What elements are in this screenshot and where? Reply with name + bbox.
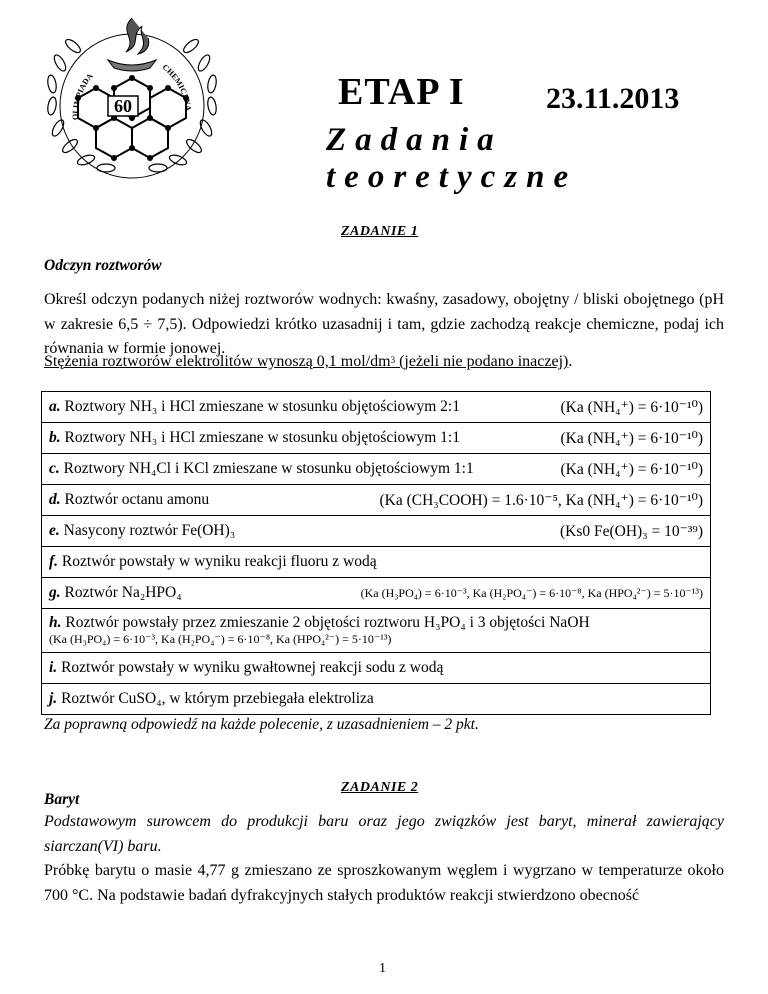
- table-row: h. Roztwór powstały przez zmieszanie 2 objętości roztworu H₃PO₄ i 3 objętości NaOH (Ka (H₃PO₄) = 6·10⁻³, Ka (H₂PO₄⁻) = 6·10⁻⁸, Ka (HPO₄²⁻) = 5·10⁻¹³): [42, 609, 711, 653]
- logo-number: 60: [114, 96, 132, 116]
- exam-subtitle: Zadania teoretyczne: [326, 122, 578, 195]
- task2-heading: ZADANIE 2: [341, 780, 419, 795]
- exam-date: 23.11.2013: [546, 82, 680, 115]
- page-number: 1: [379, 961, 386, 976]
- task1-items-table: [41, 391, 711, 715]
- svg-text:CHEMICZNA: CHEMICZNA: [160, 62, 193, 112]
- olympiad-logo: [38, 8, 226, 184]
- table-row: f. Roztwór powstały w wyniku reakcji fluoru z wodą: [42, 547, 711, 578]
- task2-title: Baryt: [44, 791, 80, 808]
- table-row: a. Roztwory NH₃ i HCl zmieszane w stosunku objętościowym 2:1 (Ka (NH₄⁺) = 6·10⁻¹⁰): [42, 392, 711, 423]
- table-row: j. Roztwór CuSO₄, w którym przebiegała elektroliza: [42, 684, 711, 715]
- table-row: d. Roztwór octanu amonu (Ka (CH₃COOH) = 1.6·10⁻⁵, Ka (NH₄⁺) = 6·10⁻¹⁰): [42, 485, 711, 516]
- task1-title: Odczyn roztworów: [44, 257, 162, 274]
- task2-intro: Podstawowym surowcem do produkcji baru oraz jego związków jest baryt, minerał zawierający siarczan(VI) baru.: [44, 813, 724, 855]
- task1-intro: Określ odczyn podanych niżej roztworów wodnych: kwaśny, zasadowy, obojętny / bliski obojętnego (pH w zakresie 6,5 ÷ 7,5). Odpowiedzi krótko uzasadnij i tam, gdzie zachodzą reakcje chemiczne, podaj ich równania w formie jonowej.: [44, 291, 724, 357]
- task2-body: Próbkę barytu o masie 4,77 g zmieszano ze sproszkowanym węglem i wygrzano w temperaturze około 700 °C. Na podstawie badań dyfrakcyjnych stałych produktów reakcji stwierdzono obecność: [44, 862, 724, 904]
- table-row: g. Roztwór Na₂HPO₄ (Ka (H₃PO₄) = 6·10⁻³, Ka (H₂PO₄⁻) = 6·10⁻⁸, Ka (HPO₄²⁻) = 5·10⁻¹³): [42, 578, 711, 609]
- table-row: b. Roztwory NH₃ i HCl zmieszane w stosunku objętościowym 1:1 (Ka (NH₄⁺) = 6·10⁻¹⁰): [42, 423, 711, 454]
- task1-scoring-note: Za poprawną odpowiedź na każde polecenie, z uzasadnieniem – 2 pkt.: [44, 716, 479, 733]
- svg-text:OLIMPIADA: OLIMPIADA: [70, 71, 95, 121]
- stage-title: ETAP I: [338, 71, 465, 113]
- table-row: i. Roztwór powstały w wyniku gwałtownej reakcji sodu z wodą: [42, 653, 711, 684]
- table-row: e. Nasycony roztwór Fe(OH)₃ (Ks0 Fe(OH)₃ = 10⁻³⁹): [42, 516, 711, 547]
- task1-heading: ZADANIE 1: [341, 224, 419, 239]
- table-row: c. Roztwory NH₄Cl i KCl zmieszane w stosunku objętościowym 1:1 (Ka (NH₄⁺) = 6·10⁻¹⁰): [42, 454, 711, 485]
- task1-concentration-note: Stężenia roztworów elektrolitów wynoszą 0,1 mol/$dm^3$ (jeżeli nie podano inaczej).: [44, 353, 573, 370]
